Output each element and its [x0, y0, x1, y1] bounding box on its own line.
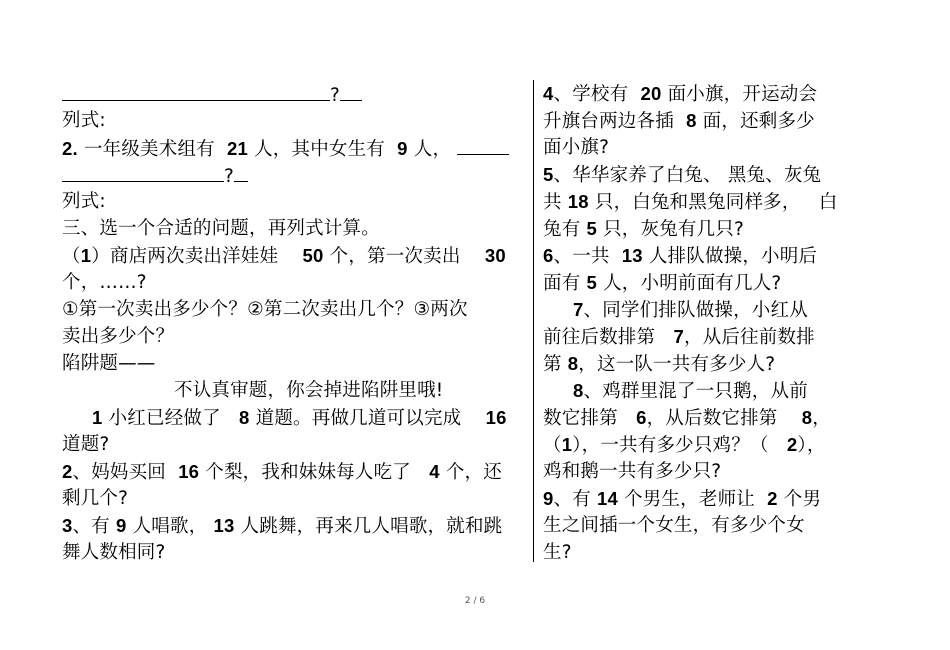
trap-question-9: 9、有 14 个男生，老师让 2 个男 [543, 488, 822, 510]
section-3-heading: 三、选一个合适的问题，再列式计算。 [62, 218, 380, 239]
trap-question-7: 7、同学们排队做操，小红从 [573, 299, 808, 321]
trap-question-1: 1 小红已经做了 8 道题。再做几道可以完成 16 [92, 407, 507, 429]
trap-question-3-cont: 舞人数相同? [62, 542, 166, 563]
trap-heading: 陷阱题—— [62, 353, 156, 374]
column-divider [533, 80, 534, 562]
section-3-question-1-cont: 个，……? [62, 272, 147, 293]
line-blank-1 [62, 80, 524, 107]
trap-question-8-parts: （1），一共有多少只鸡？（ 2）， [543, 434, 826, 456]
question-mark: ? [330, 85, 341, 106]
answer-blank [340, 80, 362, 101]
trap-question-4-end: 面小旗? [543, 137, 610, 158]
trap-question-2-cont: 剩几个? [62, 488, 129, 509]
trap-question-4: 4、学校有 20 面小旗，开运动会 [543, 83, 818, 105]
section-3-options-cont: 卖出多少个？ [62, 326, 175, 347]
trap-question-9-cont: 生之间插一个女生，有多少个女 [543, 515, 805, 536]
trap-question-5-end: 兔有 5 只，灰兔有几只? [543, 218, 745, 240]
trap-question-8-cont: 数它排第 6，从后数它排第 8， [543, 407, 831, 429]
answer-blank [62, 161, 224, 182]
trap-question-2: 2、妈妈买回 16 个梨，我和妹妹每人吃了 4 个，还 [62, 461, 502, 483]
trap-question-7-end: 第 8，这一队一共有多少人? [543, 353, 776, 375]
trap-question-7-cont: 前往后数排第 7，从后往前数排 [543, 326, 815, 348]
page-number: 2 / 6 [464, 596, 486, 606]
section-3-options: ①第一次卖出多少个？②第二次卖出几个？③两次 [62, 299, 468, 320]
trap-question-5-cont: 共 18 只，白兔和黑兔同样多， 白 [543, 191, 838, 213]
trap-question-8-end: 鸡和鹅一共有多少只? [543, 461, 722, 482]
trap-question-6-cont: 面有 5 人，小明前面有几人? [543, 272, 782, 294]
trap-subtitle: 不认真审题，你会掉进陷阱里哦! [174, 380, 444, 401]
trap-question-6: 6、一共 13 人排队做操，小明后 [543, 245, 818, 267]
answer-blank [234, 161, 248, 182]
trap-question-4-cont: 升旗台两边各插 8 面，还剩多少 [543, 110, 815, 132]
trap-question-1-cont: 道题? [62, 434, 110, 455]
answer-blank [457, 134, 509, 155]
section-3-question-1: （1）商店两次卖出洋娃娃 50 个，第一次卖出 30 [62, 245, 506, 267]
trap-question-3: 3、有 9 人唱歌， 13 人跳舞，再来几人唱歌，就和跳 [62, 515, 503, 537]
trap-question-5: 5、华华家养了白兔、 黑兔、灰兔 [543, 164, 822, 186]
formula-label: 列式: [62, 110, 106, 131]
answer-blank [62, 80, 330, 101]
trap-question-8: 8、鸡群里混了一只鹅，从前 [573, 380, 808, 402]
formula-label: 列式: [62, 191, 106, 212]
trap-question-9-end: 生? [543, 542, 572, 563]
line-blank-2 [62, 161, 524, 188]
question-mark: ? [224, 166, 235, 187]
question-2: 2. 一年级美术组有 21 人，其中女生有 9 人， [62, 134, 524, 161]
